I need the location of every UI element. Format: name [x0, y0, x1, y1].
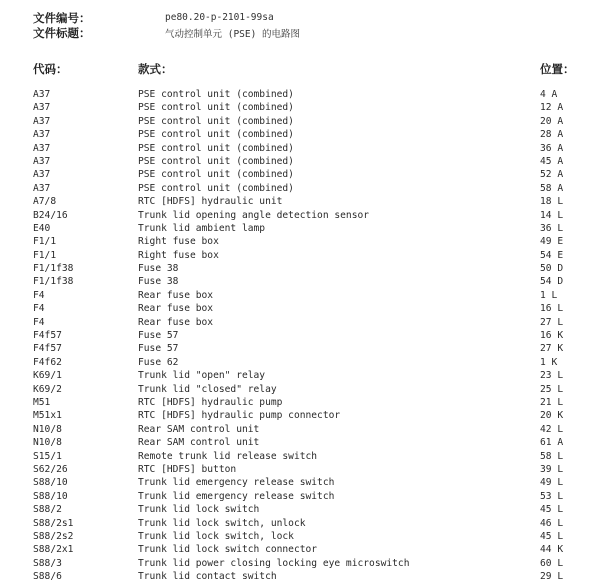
row-description: PSE control unit (combined)	[138, 129, 294, 141]
row-position: 28 A	[540, 129, 564, 141]
row-description: PSE control unit (combined)	[138, 115, 294, 127]
table-row	[0, 235, 601, 248]
row-description: Trunk lid lock switch, lock	[138, 530, 294, 542]
row-description: Trunk lid opening angle detection sensor	[138, 209, 370, 221]
row-description: Right fuse box	[138, 249, 219, 261]
row-code: S88/2	[33, 504, 62, 516]
row-position: 1 K	[540, 356, 558, 368]
row-position: 53 L	[540, 490, 564, 502]
table-row	[0, 88, 601, 101]
row-description: Fuse 38	[138, 276, 179, 288]
row-position: 49 E	[540, 236, 564, 248]
row-description: Rear fuse box	[138, 316, 214, 328]
table-row	[0, 557, 601, 570]
row-code: N10/8	[33, 437, 62, 449]
document-title-value: 气动控制单元 (PSE) 的电路图	[165, 28, 301, 40]
row-code: M51x1	[33, 410, 62, 422]
document-number-label: 文件编号：	[33, 10, 91, 25]
row-code: K69/1	[33, 370, 62, 382]
table-row	[0, 289, 601, 302]
header-code: 代码：	[33, 62, 68, 76]
row-position: 1 L	[540, 289, 558, 301]
row-description: Remote trunk lid release switch	[138, 450, 318, 462]
row-code: F4	[33, 303, 45, 315]
document-title-label: 文件标题：	[33, 25, 91, 40]
row-description: Fuse 57	[138, 330, 179, 342]
row-position: 12 A	[540, 102, 564, 114]
row-description: PSE control unit (combined)	[138, 142, 294, 154]
table-row	[0, 128, 601, 141]
row-description: Trunk lid lock switch connector	[138, 544, 318, 556]
row-description: Trunk lid emergency release switch	[138, 490, 335, 502]
row-description: PSE control unit (combined)	[138, 182, 294, 194]
row-code: F4f57	[33, 343, 62, 355]
row-code: A37	[33, 115, 51, 127]
row-description: RTC [HDFS] hydraulic unit	[138, 196, 283, 208]
table-row	[0, 369, 601, 382]
row-position: 36 A	[540, 142, 564, 154]
row-description: Trunk lid ambient lamp	[138, 222, 266, 234]
row-code: N10/8	[33, 423, 62, 435]
table-row	[0, 356, 601, 369]
table-row	[0, 222, 601, 235]
row-code: F4f62	[33, 356, 62, 368]
row-code: A37	[33, 155, 51, 167]
row-code: A7/8	[33, 196, 57, 208]
row-position: 58 A	[540, 182, 564, 194]
row-code: A37	[33, 89, 51, 100]
row-description: Right fuse box	[138, 236, 219, 248]
row-description: Fuse 62	[138, 356, 179, 368]
row-position: 44 K	[540, 544, 564, 556]
row-position: 18 L	[540, 196, 564, 208]
row-description: RTC [HDFS] hydraulic pump connector	[138, 410, 341, 422]
row-code: E40	[33, 222, 51, 234]
row-description: Trunk lid "closed" relay	[138, 383, 277, 395]
row-position: 46 L	[540, 517, 564, 529]
row-code: A37	[33, 182, 51, 194]
table-row	[0, 101, 601, 114]
row-code: A37	[33, 142, 51, 154]
row-description: Trunk lid emergency release switch	[138, 477, 335, 489]
row-code: S88/3	[33, 557, 62, 569]
row-code: S88/2x1	[33, 544, 74, 556]
row-position: 20 K	[540, 410, 564, 422]
row-position: 45 A	[540, 155, 564, 167]
table-row	[0, 543, 601, 556]
row-position: 50 D	[540, 263, 564, 275]
row-code: S15/1	[33, 450, 62, 462]
table-row	[0, 142, 601, 155]
row-description: Trunk lid lock switch, unlock	[138, 517, 306, 529]
row-position: 25 L	[540, 383, 564, 395]
row-position: 42 L	[540, 423, 564, 435]
table-row	[0, 275, 601, 288]
row-description: PSE control unit (combined)	[138, 89, 294, 100]
row-position: 45 L	[540, 530, 564, 542]
table-row	[0, 155, 601, 168]
row-position: 21 L	[540, 396, 564, 408]
row-position: 49 L	[540, 477, 564, 489]
row-position: 45 L	[540, 504, 564, 516]
table-row	[0, 115, 601, 128]
table-row	[0, 517, 601, 530]
row-position: 27 K	[540, 343, 564, 355]
header-description: 款式：	[138, 62, 173, 76]
table-row	[0, 463, 601, 476]
row-position: 61 A	[540, 437, 564, 449]
row-code: F1/1	[33, 249, 57, 261]
document-number-value: pe80.20-p-2101-99sa	[165, 12, 274, 23]
row-position: 23 L	[540, 370, 564, 382]
table-row	[0, 302, 601, 315]
document-number-row	[33, 10, 300, 25]
row-position: 16 K	[540, 330, 564, 342]
table-row	[0, 530, 601, 543]
document-meta	[33, 10, 300, 40]
table-row	[0, 182, 601, 195]
table-row	[0, 168, 601, 181]
row-position: 60 L	[540, 557, 564, 569]
row-description: RTC [HDFS] button	[138, 463, 237, 475]
table-row	[0, 490, 601, 503]
row-description: Fuse 57	[138, 343, 179, 355]
row-code: S88/2s2	[33, 530, 74, 542]
table-row	[0, 262, 601, 275]
table-row	[0, 342, 601, 355]
header-position: 位置：	[540, 62, 575, 76]
table-row	[0, 423, 601, 436]
row-description: Rear SAM control unit	[138, 437, 260, 449]
row-description: PSE control unit (combined)	[138, 155, 294, 167]
row-code: B24/16	[33, 209, 68, 221]
table-row	[0, 436, 601, 449]
row-code: S88/10	[33, 477, 68, 489]
row-description: PSE control unit (combined)	[138, 102, 294, 114]
row-code: F1/1f38	[33, 276, 74, 288]
row-position: 36 L	[540, 222, 564, 234]
table-row	[0, 570, 601, 583]
row-position: 16 L	[540, 303, 564, 315]
row-description: Rear SAM control unit	[138, 423, 260, 435]
document-title-row	[33, 25, 300, 40]
row-position: 54 E	[540, 249, 564, 261]
table-header	[0, 61, 601, 77]
row-code: S88/2s1	[33, 517, 74, 529]
row-description: RTC [HDFS] hydraulic pump	[138, 396, 283, 408]
table-row	[0, 476, 601, 489]
row-position: 20 A	[540, 115, 564, 127]
row-code: A37	[33, 129, 51, 141]
row-position: 58 L	[540, 450, 564, 462]
row-code: S62/26	[33, 463, 68, 475]
table-row	[0, 209, 601, 222]
row-description: PSE control unit (combined)	[138, 169, 294, 181]
row-code: F4	[33, 316, 45, 328]
table-row	[0, 503, 601, 516]
table-row	[0, 316, 601, 329]
table-row	[0, 329, 601, 342]
row-description: Fuse 38	[138, 263, 179, 275]
row-code: F4	[33, 289, 45, 301]
row-code: A37	[33, 102, 51, 114]
row-description: Trunk lid power closing locking eye microswitch	[138, 557, 410, 569]
row-code: M51	[33, 396, 51, 408]
row-position: 52 A	[540, 169, 564, 181]
row-code: F4f57	[33, 330, 62, 342]
row-position: 27 L	[540, 316, 564, 328]
row-description: Trunk lid lock switch	[138, 504, 260, 516]
row-code: K69/2	[33, 383, 62, 395]
table-row	[0, 396, 601, 409]
row-description: Trunk lid contact switch	[138, 571, 277, 583]
row-description: Rear fuse box	[138, 289, 214, 301]
row-code: F1/1f38	[33, 263, 74, 275]
row-code: A37	[33, 169, 51, 181]
row-position: 4 A	[540, 89, 558, 100]
row-code: F1/1	[33, 236, 57, 248]
row-description: Rear fuse box	[138, 303, 214, 315]
row-code: S88/10	[33, 490, 68, 502]
row-position: 29 L	[540, 571, 564, 583]
table-row	[0, 450, 601, 463]
table-row	[0, 249, 601, 262]
table-row	[0, 195, 601, 208]
table-row	[0, 383, 601, 396]
row-position: 39 L	[540, 463, 564, 475]
row-description: Trunk lid "open" relay	[138, 370, 266, 382]
row-position: 54 D	[540, 276, 564, 288]
table-row	[0, 409, 601, 422]
row-code: S88/6	[33, 571, 62, 583]
component-table	[0, 88, 601, 583]
row-position: 14 L	[540, 209, 564, 221]
